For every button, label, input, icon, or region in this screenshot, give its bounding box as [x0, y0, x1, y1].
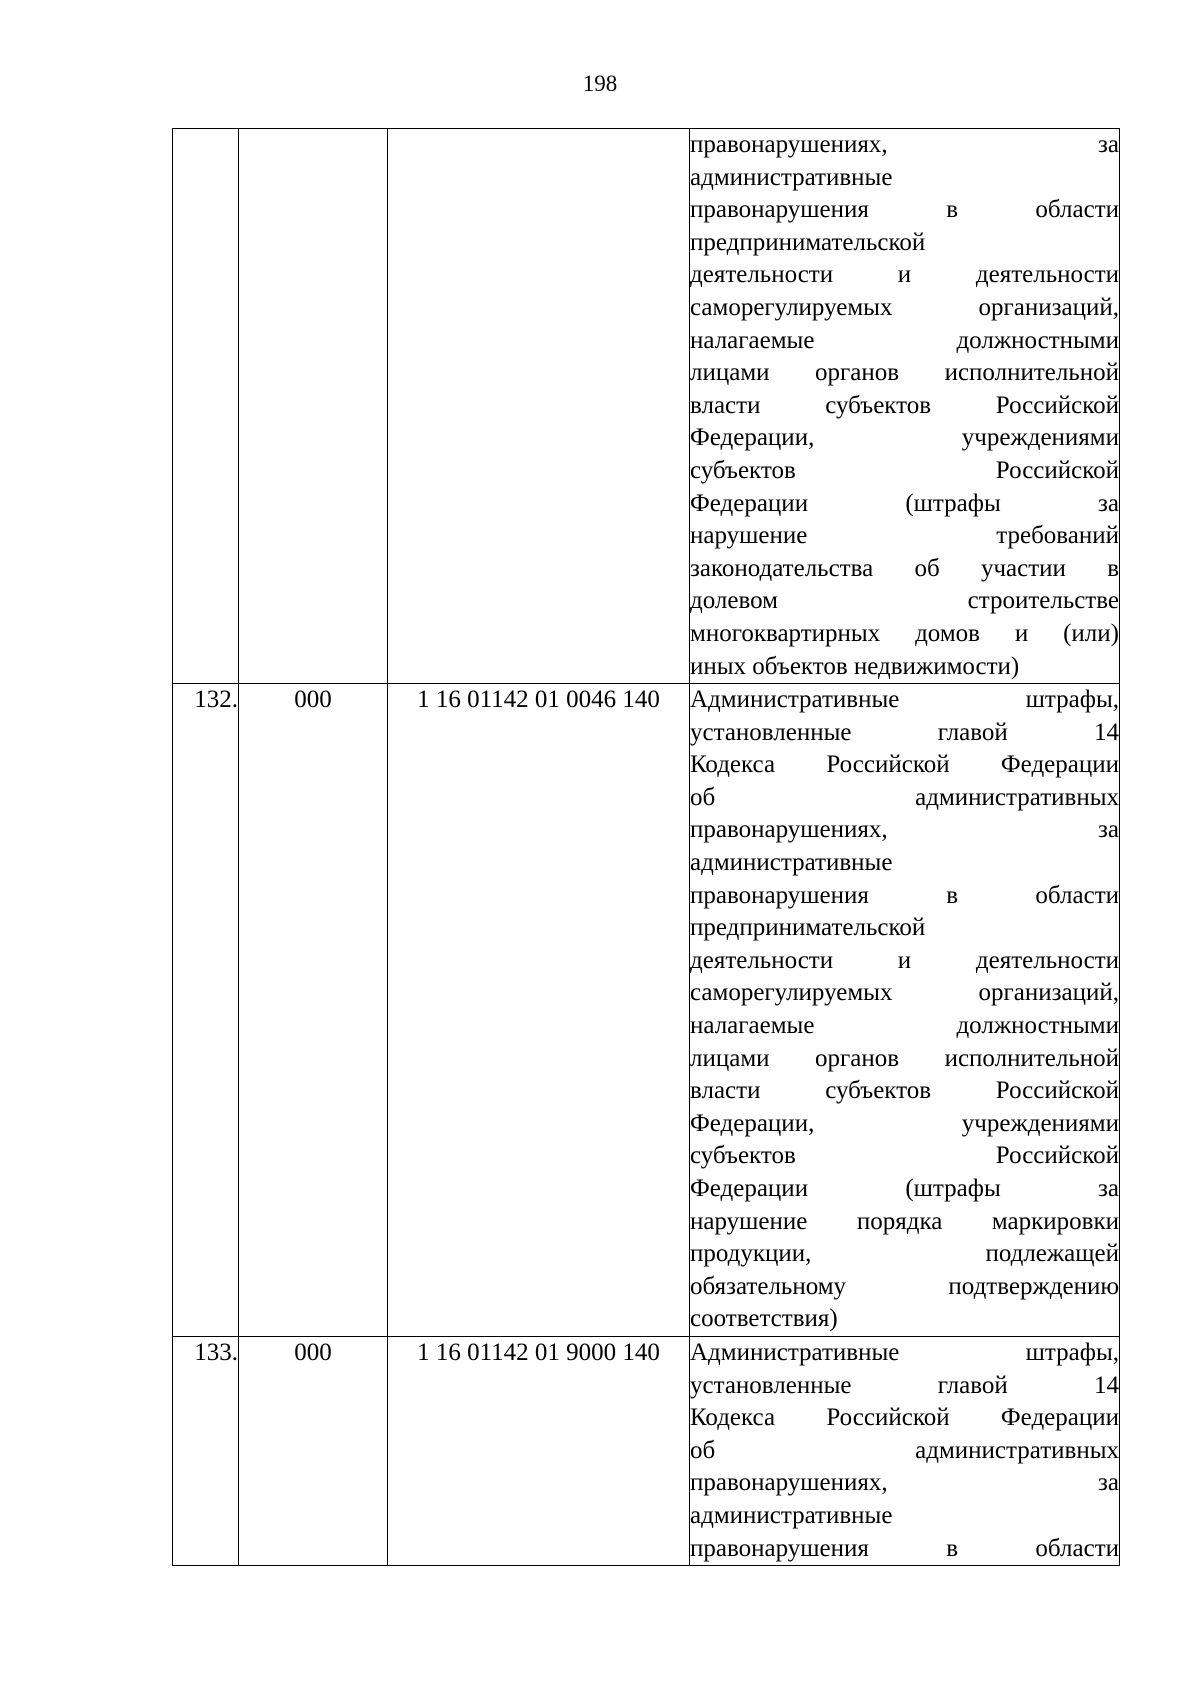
description-line: правонарушениях, за	[690, 1469, 1119, 1497]
description-line: правонарушениях, за	[690, 816, 1119, 844]
description-line: Административные штрафы,	[690, 1339, 1119, 1367]
description-line: Кодекса Российской Федерации	[690, 1404, 1119, 1432]
description-line: налагаемые должностными	[690, 326, 1119, 354]
admin-code-cell: 000	[239, 684, 388, 1337]
description-line: установленные главой 14	[690, 718, 1119, 746]
description-line: саморегулируемых организаций,	[690, 979, 1119, 1007]
description-line: Федерации, учреждениями	[690, 1109, 1119, 1137]
row-number-cell: 132.	[173, 684, 239, 1337]
description-line: правонарушения в области	[690, 1534, 1119, 1562]
description-line: деятельности и деятельности	[690, 946, 1119, 974]
description-line: об административных	[690, 783, 1119, 811]
description-line: субъектов Российской	[690, 456, 1119, 484]
admin-code-cell: 000	[239, 1337, 388, 1566]
kbk-code-cell: 1 16 01142 01 0046 140	[388, 684, 690, 1337]
description-line: саморегулируемых организаций,	[690, 293, 1119, 321]
description-line: об административных	[690, 1436, 1119, 1464]
description-line: предпринимательской	[690, 228, 926, 256]
table-row	[173, 684, 1120, 1337]
description-line: многоквартирных домов и (или)	[690, 619, 1119, 647]
kbk-code-cell: 1 16 01142 01 9000 140	[388, 1337, 690, 1566]
description-line: правонарушения в области	[690, 881, 1119, 909]
description-line: административные	[690, 1502, 893, 1530]
description-line: законодательства об участии в	[690, 554, 1119, 582]
row-number-cell: 133.	[173, 1337, 239, 1566]
description-line: предпринимательской	[690, 914, 926, 942]
description-line: правонарушения в области	[690, 196, 1119, 224]
description-line: власти субъектов Российской	[690, 1077, 1119, 1105]
description-cell	[690, 1337, 1120, 1566]
fees-table	[172, 128, 1120, 1566]
table-row	[173, 1337, 1120, 1566]
description-line: иных объектов недвижимости)	[690, 652, 1020, 680]
description-line: лицами органов исполнительной	[690, 1044, 1119, 1072]
description-line: налагаемые должностными	[690, 1012, 1119, 1040]
description-line: соответствия)	[690, 1305, 838, 1333]
description-line: обязательному подтверждению	[690, 1272, 1119, 1300]
description-cell	[690, 684, 1120, 1337]
table-row	[173, 129, 1120, 684]
description-line: деятельности и деятельности	[690, 261, 1119, 289]
description-line: долевом строительстве	[690, 587, 1119, 615]
description-line: административные	[690, 849, 893, 877]
description-line: Кодекса Российской Федерации	[690, 751, 1119, 779]
description-line: лицами органов исполнительной	[690, 359, 1119, 387]
description-line: Федерации (штрафы за	[690, 489, 1119, 517]
description-line: власти субъектов Российской	[690, 391, 1119, 419]
page-number: 198	[582, 71, 618, 96]
admin-code-cell	[239, 129, 388, 684]
description-line: продукции, подлежащей	[690, 1240, 1119, 1268]
description-line: субъектов Российской	[690, 1142, 1119, 1170]
description-line: правонарушениях, за	[690, 131, 1119, 158]
description-line: Федерации, учреждениями	[690, 424, 1119, 452]
row-number-cell	[173, 129, 239, 684]
description-line: административные	[690, 163, 893, 191]
description-line: нарушение требований	[690, 522, 1119, 550]
description-line: нарушение порядка маркировки	[690, 1207, 1119, 1235]
description-cell	[690, 129, 1120, 684]
description-line: установленные главой 14	[690, 1371, 1119, 1399]
description-line: Административные штрафы,	[690, 686, 1119, 714]
description-line: Федерации (штрафы за	[690, 1175, 1119, 1202]
kbk-code-cell	[388, 129, 690, 684]
